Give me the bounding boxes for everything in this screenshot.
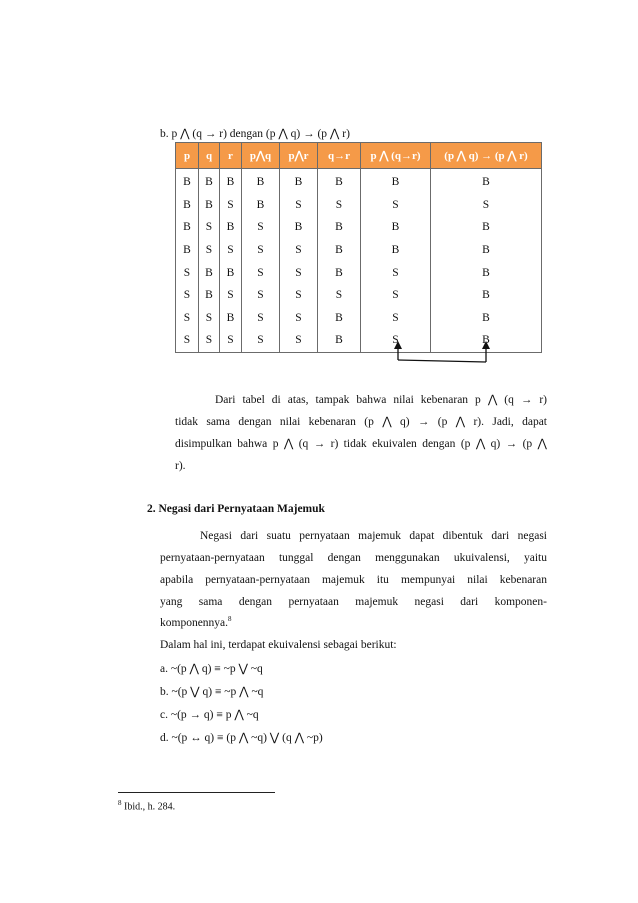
table-cell: B bbox=[431, 169, 542, 194]
section-line-4: yang sama dengan pernyataan majemuk negasi dari komponen- bbox=[160, 596, 547, 608]
footnote-divider bbox=[118, 792, 275, 793]
truth-table-header-row bbox=[176, 143, 542, 169]
table-cell: S bbox=[280, 329, 318, 352]
column-header: p⋀q bbox=[242, 143, 280, 169]
table-cell: B bbox=[318, 307, 361, 330]
table-cell: S bbox=[242, 284, 280, 307]
table-cell: S bbox=[280, 239, 318, 262]
table-cell: B bbox=[176, 169, 199, 194]
comparison-arrows bbox=[380, 340, 490, 374]
table-cell: S bbox=[361, 329, 431, 352]
table-row bbox=[176, 261, 542, 284]
table-cell: B bbox=[431, 284, 542, 307]
table-cell: B bbox=[431, 307, 542, 330]
table-cell: S bbox=[199, 307, 220, 330]
table-cell: B bbox=[176, 194, 199, 217]
equivalence-lead: Dalam hal ini, terdapat ekuivalensi sebagai berikut: bbox=[160, 639, 397, 651]
table-cell: S bbox=[242, 261, 280, 284]
conclusion-line-2: tidak sama dengan nilai kebenaran (p ⋀ q) → (p ⋀ r). Jadi, dapat bbox=[175, 416, 547, 428]
table-cell: S bbox=[361, 307, 431, 330]
table-cell: B bbox=[199, 284, 220, 307]
table-cell: B bbox=[220, 216, 242, 239]
table-cell: S bbox=[220, 239, 242, 262]
table-cell: S bbox=[199, 329, 220, 352]
table-cell: S bbox=[220, 329, 242, 352]
footnote-text: Ibid., h. 284. bbox=[121, 801, 176, 813]
section-heading: 2. Negasi dari Pernyataan Majemuk bbox=[147, 503, 325, 515]
table-cell: S bbox=[280, 261, 318, 284]
equivalence-item-b: b. ~(p ⋁ q) ≡ ~p ⋀ ~q bbox=[160, 686, 264, 698]
table-cell: B bbox=[242, 169, 280, 194]
table-cell: S bbox=[361, 284, 431, 307]
connector-line bbox=[398, 360, 486, 362]
table-cell: S bbox=[176, 284, 199, 307]
table-cell: B bbox=[220, 261, 242, 284]
conclusion-line-4: r). bbox=[175, 460, 186, 472]
footnote-mark: 8 bbox=[118, 799, 122, 807]
column-header: p bbox=[176, 143, 199, 169]
table-cell: B bbox=[431, 216, 542, 239]
conclusion-line-3: disimpulkan bahwa p ⋀ (q → r) tidak ekuivalen dengan (p ⋀ q) → (p ⋀ bbox=[175, 438, 547, 450]
table-cell: S bbox=[280, 284, 318, 307]
table-cell: S bbox=[220, 284, 242, 307]
section-line-1: Negasi dari suatu pernyataan majemuk dapat dibentuk dari negasi bbox=[200, 530, 547, 542]
table-cell: S bbox=[361, 261, 431, 284]
column-header: (p ⋀ q) → (p ⋀ r) bbox=[431, 143, 542, 169]
section-line-5: komponennya.$^8$ bbox=[160, 615, 232, 629]
truth-table bbox=[175, 142, 542, 353]
table-cell: B bbox=[176, 239, 199, 262]
table-cell: B bbox=[280, 216, 318, 239]
table-cell: B bbox=[280, 169, 318, 194]
table-cell: B bbox=[318, 329, 361, 352]
table-cell: S bbox=[199, 239, 220, 262]
table-cell: B bbox=[318, 216, 361, 239]
section-line-2: pernyataan-pernyataan tunggal dengan menggunakan ukuivalensi, yaitu bbox=[160, 552, 547, 564]
table-cell: S bbox=[176, 261, 199, 284]
table-cell: S bbox=[361, 194, 431, 217]
table-cell: S bbox=[242, 307, 280, 330]
column-header: p ⋀ (q→r) bbox=[361, 143, 431, 169]
table-cell: S bbox=[242, 239, 280, 262]
equivalence-item-a: a. ~(p ⋀ q) ≡ ~p ⋁ ~q bbox=[160, 663, 263, 675]
table-row bbox=[176, 194, 542, 217]
table-cell: B bbox=[176, 216, 199, 239]
table-cell: B bbox=[361, 169, 431, 194]
column-header: r bbox=[220, 143, 242, 169]
table-cell: S bbox=[318, 284, 361, 307]
table-cell: S bbox=[242, 216, 280, 239]
footnote-reference[interactable]: 8 bbox=[228, 615, 232, 623]
table-cell: B bbox=[431, 329, 542, 352]
column-header: p⋀r bbox=[280, 143, 318, 169]
truth-table-body bbox=[176, 169, 542, 353]
section-line-3: apabila pernyataan-pernyataan majemuk itu mempunyai nilai kebenaran bbox=[160, 574, 547, 586]
sub-item-b-heading: b. p ⋀ (q → r) dengan (p ⋀ q) → (p ⋀ r) bbox=[160, 128, 350, 140]
table-cell: B bbox=[199, 194, 220, 217]
table-cell: S bbox=[280, 307, 318, 330]
table-cell: B bbox=[318, 261, 361, 284]
table-cell: B bbox=[220, 307, 242, 330]
table-cell: B bbox=[220, 169, 242, 194]
table-cell: B bbox=[318, 169, 361, 194]
table-cell: S bbox=[280, 194, 318, 217]
table-cell: B bbox=[199, 261, 220, 284]
table-cell: B bbox=[431, 261, 542, 284]
table-row bbox=[176, 284, 542, 307]
table-cell: B bbox=[431, 239, 542, 262]
column-header: q→r bbox=[318, 143, 361, 169]
table-cell: S bbox=[176, 307, 199, 330]
table-cell: S bbox=[220, 194, 242, 217]
table-cell: S bbox=[242, 329, 280, 352]
table-row bbox=[176, 216, 542, 239]
table-cell: B bbox=[361, 239, 431, 262]
column-header: q bbox=[199, 143, 220, 169]
table-row bbox=[176, 239, 542, 262]
table-cell: B bbox=[318, 239, 361, 262]
footnote bbox=[118, 799, 175, 812]
table-cell: S bbox=[199, 216, 220, 239]
equivalence-item-c: c. ~(p → q) ≡ p ⋀ ~q bbox=[160, 709, 259, 721]
table-cell: S bbox=[318, 194, 361, 217]
table-cell: S bbox=[176, 329, 199, 352]
table-cell: B bbox=[361, 216, 431, 239]
table-row bbox=[176, 307, 542, 330]
conclusion-line-1: Dari tabel di atas, tampak bahwa nilai kebenaran p ⋀ (q → r) bbox=[215, 394, 547, 406]
table-cell: B bbox=[242, 194, 280, 217]
table-row bbox=[176, 169, 542, 194]
equivalence-item-d: d. ~(p ↔ q) ≡ (p ⋀ ~q) ⋁ (q ⋀ ~p) bbox=[160, 732, 323, 744]
table-cell: B bbox=[199, 169, 220, 194]
table-cell: S bbox=[431, 194, 542, 217]
